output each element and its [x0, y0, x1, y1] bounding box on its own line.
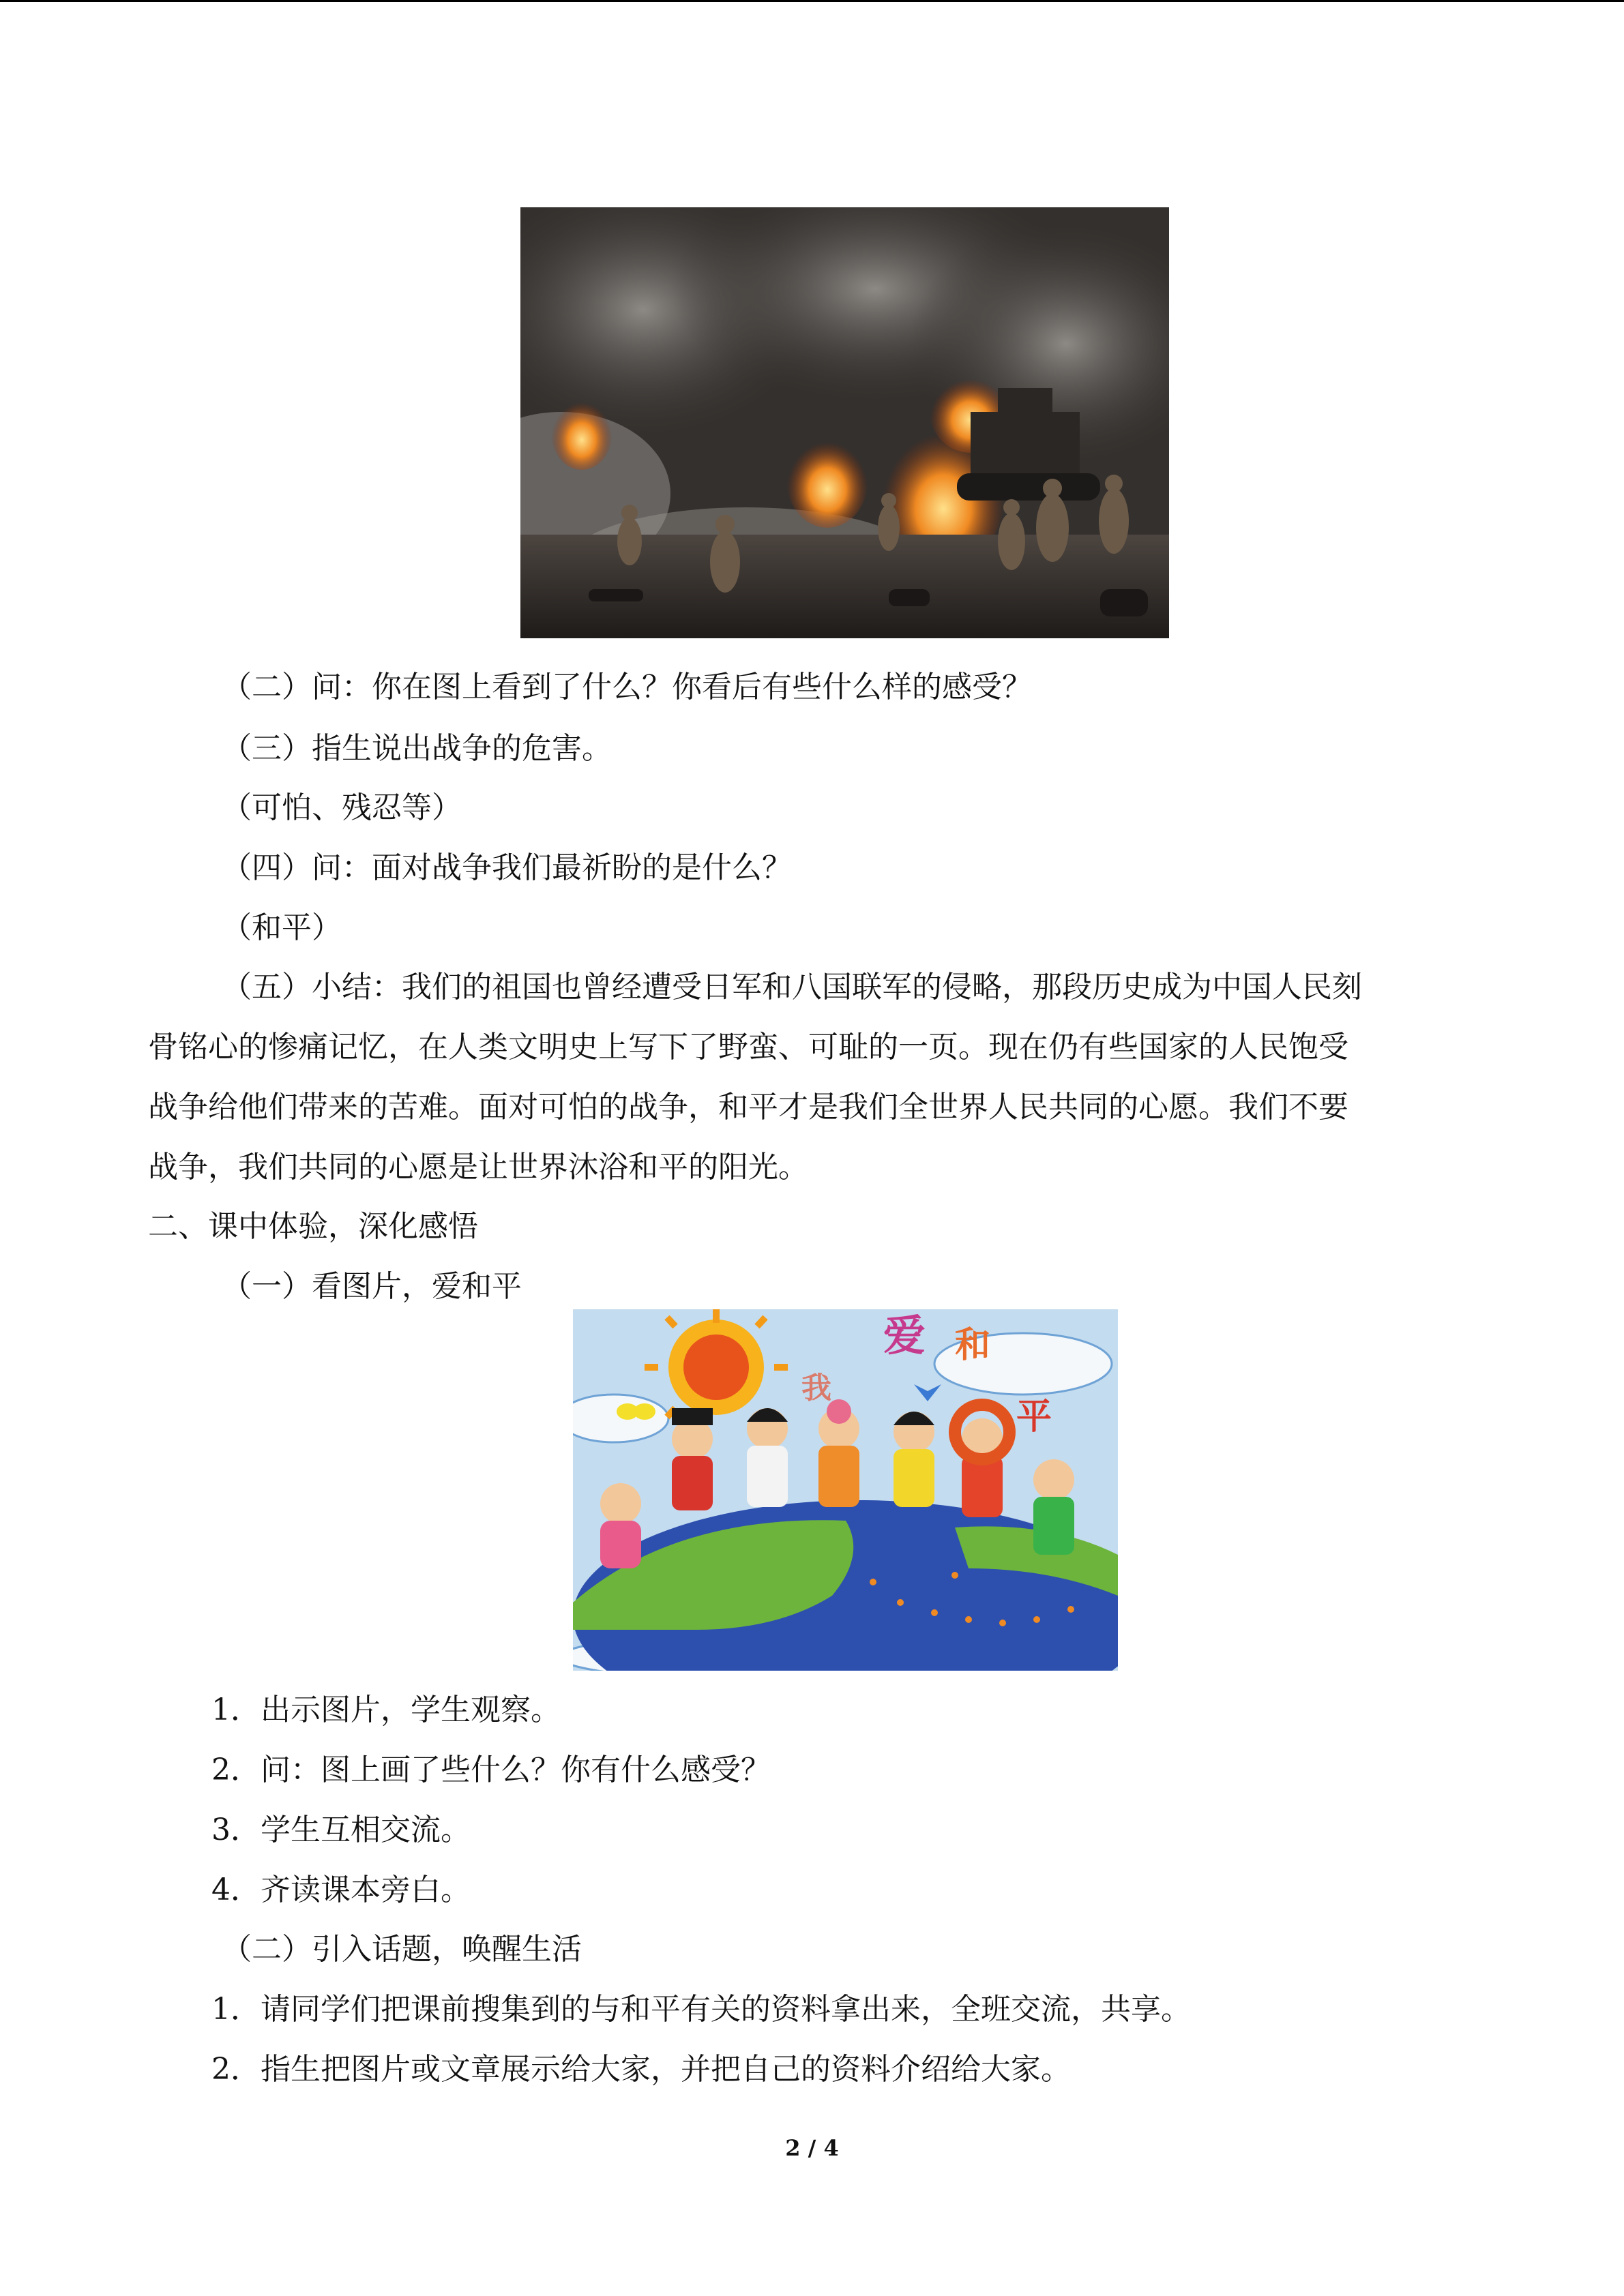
step-2-2: 2．指生把图片或文章展示给大家，并把自己的资料介绍给大家。	[211, 2052, 1071, 2087]
step-1: 1．出示图片，学生观察。	[211, 1693, 561, 1727]
drawing-char-ping: 平	[1016, 1396, 1052, 1437]
war-photo	[520, 207, 1169, 638]
subsection-2-heading: （二）引入话题，唤醒生活	[222, 1932, 582, 1967]
step-2-1: 1．请同学们把课前搜集到的与和平有关的资料拿出来，全班交流，共享。	[211, 1992, 1191, 2027]
question-4: （四）问：面对战争我们最祈盼的是什么？	[222, 850, 792, 885]
step-3: 3．学生互相交流。	[211, 1813, 471, 1847]
top-border-line	[0, 0, 1624, 2]
step-2: 2．问：图上画了些什么？你有什么感受？	[211, 1753, 771, 1787]
step-4: 4．齐读课本旁白。	[211, 1873, 471, 1907]
drawing-char-wo: 我	[801, 1371, 831, 1405]
peace-drawing	[573, 1309, 1118, 1671]
page-number: 2 / 4	[785, 2135, 839, 2161]
subsection-1-heading: （一）看图片，爱和平	[222, 1269, 522, 1304]
question-2: （二）问：你在图上看到了什么？你看后有些什么样的感受？	[222, 670, 1032, 704]
section-2-heading: 二、课中体验，深化感悟	[148, 1209, 478, 1244]
summary-line-4: 战争，我们共同的心愿是让世界沐浴和平的阳光。	[148, 1150, 808, 1184]
question-3: （三）指生说出战争的危害。	[222, 731, 612, 766]
summary-line-3: 战争给他们带来的苦难。面对可怕的战争，和平才是我们全世界人民共同的心愿。我们不要	[148, 1090, 1348, 1124]
answer-4: （和平）	[222, 910, 342, 945]
answer-3: （可怕、残忍等）	[222, 790, 462, 825]
summary-line-2: 骨铭心的惨痛记忆，在人类文明史上写下了野蛮、可耻的一页。现在仍有些国家的人民饱受	[148, 1030, 1348, 1064]
summary-line-1: （五）小结：我们的祖国也曾经遭受日军和八国联军的侵略，那段历史成为中国人民刻	[222, 970, 1362, 1004]
drawing-char-he: 和	[955, 1324, 991, 1366]
drawing-char-ai: 爱	[883, 1311, 926, 1360]
